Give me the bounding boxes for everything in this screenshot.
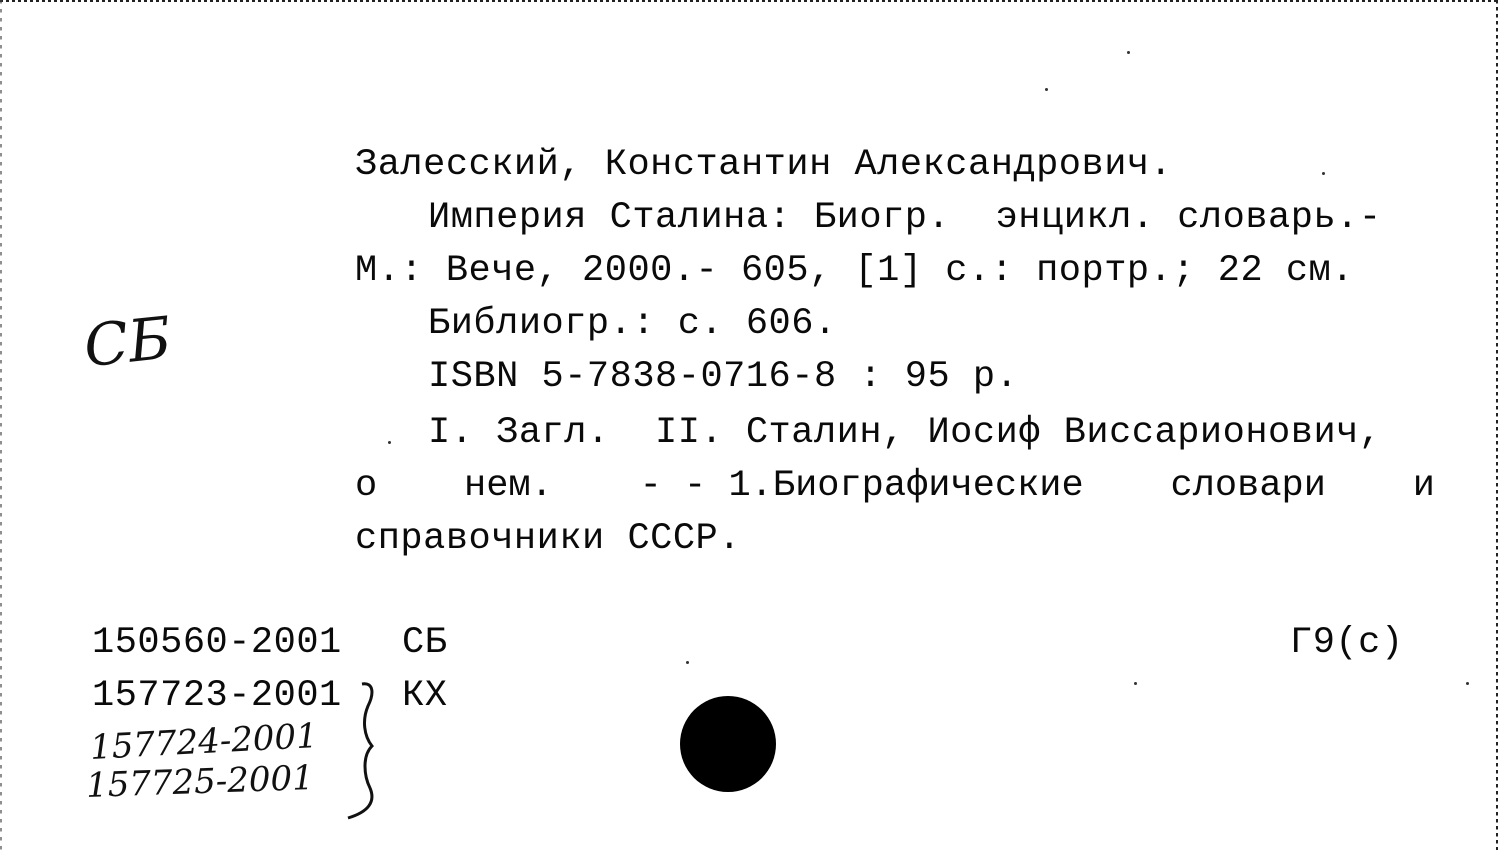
card-punch-hole [680,696,776,792]
tracings-line-3: справочники СССР. [355,518,741,560]
imprint-line: М.: Вече, 2000.- 605, [1] с.: портр.; 22 см. [355,250,1354,292]
dust-speck [388,441,391,444]
handwritten-inventory-number: 157724-2001 [89,716,319,768]
inventory-location: КХ [402,675,448,717]
dust-speck [1045,88,1048,91]
tracings-line-2 [355,464,1435,508]
inventory-location: СБ [402,622,448,664]
tracings-word: и [1412,465,1435,507]
tracings-word: - - 1.Биографические [639,465,1084,507]
card-top-edge [0,0,1499,2]
tracings-word: нем. [464,465,553,507]
tracings-word: о [355,465,378,507]
title-line: Империя Сталина: Биогр. энцикл. словарь.- [428,197,1382,239]
card-left-edge [0,0,2,850]
author-heading: Залесский, Константин Александрович. [355,144,1173,186]
dust-speck [1127,51,1130,54]
handwritten-location-mark: СБ [80,303,175,381]
tracings-line-1: I. Загл. II. Сталин, Иосиф Виссарионович, [428,412,1382,454]
handwritten-inventory-number: 157725-2001 [85,758,315,806]
isbn-line: ISBN 5-7838-0716-8 : 95 р. [428,356,1019,398]
dust-speck [1134,682,1137,685]
bibliography-note: Библиогр.: с. 606. [428,303,837,345]
card-right-edge [1496,0,1498,850]
classification-index: Г9(с) [1290,622,1404,664]
dust-speck [686,661,689,664]
dust-speck [1466,682,1469,685]
dust-speck [1322,172,1325,175]
inventory-number: 150560-2001 [92,622,342,664]
tracings-word: словари [1170,465,1326,507]
inventory-number: 157723-2001 [92,675,342,717]
handwritten-bracket [340,676,390,826]
